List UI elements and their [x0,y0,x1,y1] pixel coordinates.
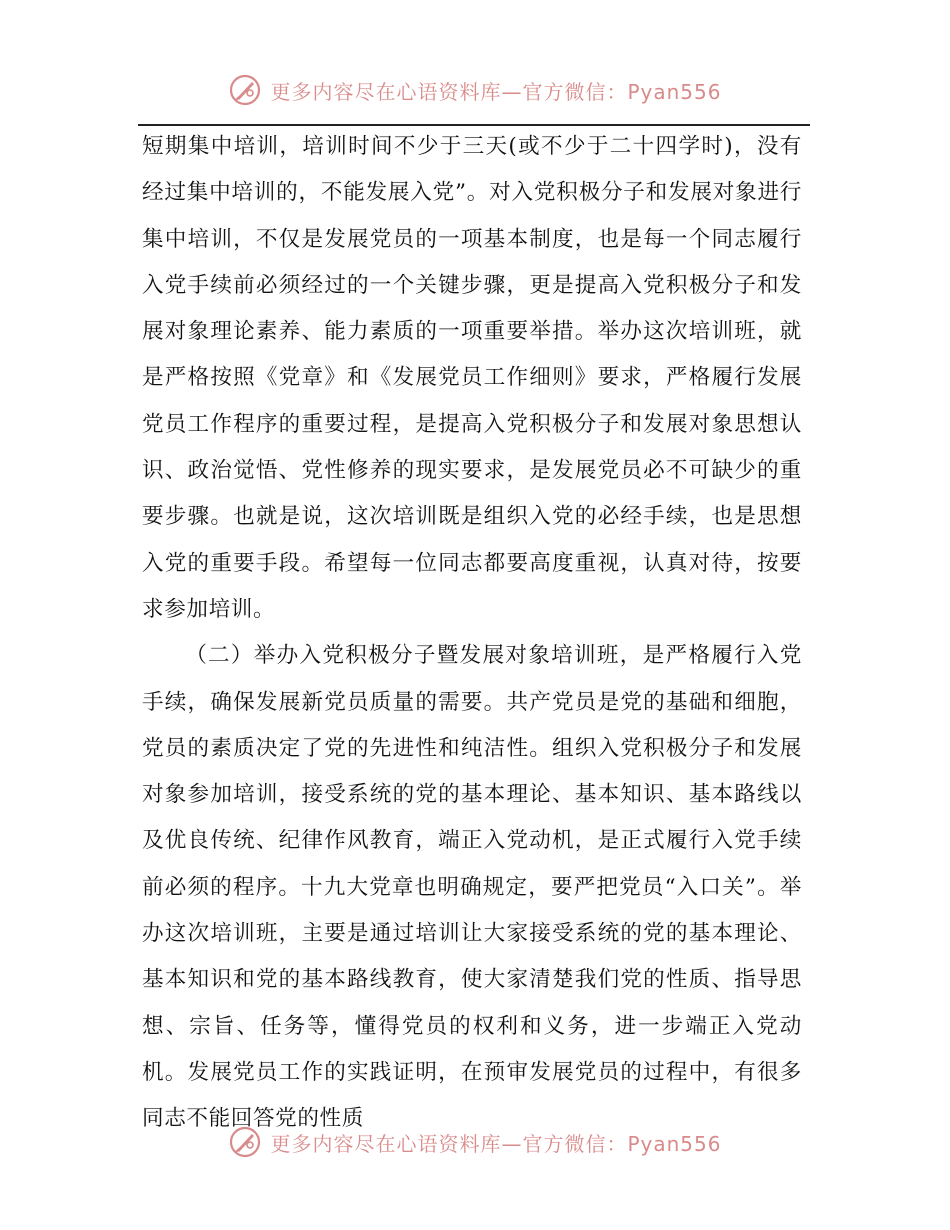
footer-watermark-text: 更多内容尽在心语资料库—官方微信：Pyan556 [270,1131,722,1156]
quill-logo-icon [228,1125,262,1159]
paragraph-2: （二）举办入党积极分子暨发展对象培训班，是严格履行入党手续，确保发展新党员质量的需要。共产党员是党的基础和细胞，党员的素质决定了党的先进性和纯洁性。组织入党积极分子和发展对象参加培训，接受系统的党的基本理论、基本知识、基本路线以及优良传统、纪律作风教育，端正入党动机，是正式履行入党手续前必须的程序。十九大党章也明确规定，要严把党员“入口关”。举办这次培训班，主要是通过培训让大家接受系统的党的基本理论、基本知识和党的基本路线教育，使大家清楚我们党的性质、指导思想、宗旨、任务等，懂得党员的权利和义务，进一步端正入党动机。发展党员工作的实践证明，在预审发展党员的过程中，有很多同志不能回答党的性质 [142,643,802,1132]
header-watermark-inner [228,73,721,107]
header-watermark-text: 更多内容尽在心语资料库—官方微信：Pyan556 [270,79,722,104]
document-body [142,124,802,1143]
footer-watermark [0,1122,950,1162]
footer-watermark-inner [228,1125,721,1159]
quill-logo-icon [228,73,262,107]
paragraph-1: 短期集中培训，培训时间不少于三天(或不少于二十四学时)，没有经过集中培训的，不能发展入党”。对入党积极分子和发展对象进行集中培训，不仅是发展党员的一项基本制度，也是每一个同志履行入党手续前必须经过的一个关键步骤，更是提高入党积极分子和发展对象理论素养、能力素质的一项重要举措。举办这次培训班，就是严格按照《党章》和《发展党员工作细则》要求，严格履行发展党员工作程序的重要过程，是提高入党积极分子和发展对象思想认识、政治觉悟、党性修养的现实要求，是发展党员必不可缺少的重要步骤。也就是说，这次培训既是组织入党的必经手续，也是思想入党的重要手段。希望每一位同志都要高度重视，认真对待，按要求参加培训。 [142,134,802,622]
header-watermark [0,70,950,110]
